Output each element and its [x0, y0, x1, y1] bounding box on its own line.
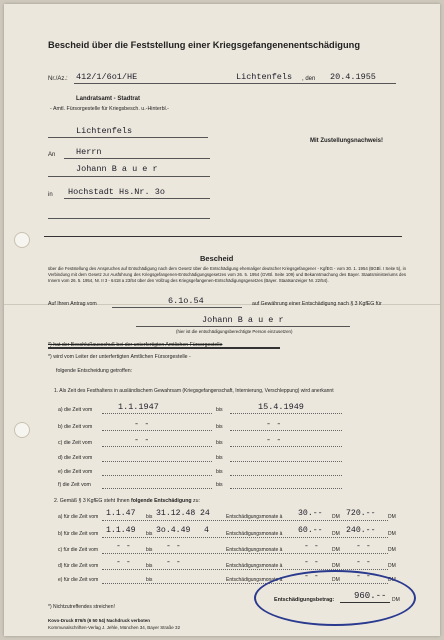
bis-label: bis	[216, 407, 223, 413]
place-value: Lichtenfels	[236, 72, 293, 82]
section1-row-label: a) die Zeit vom	[58, 407, 93, 413]
dotted-field	[230, 430, 342, 431]
dotted-field	[230, 488, 342, 489]
total-unit: DM	[392, 597, 400, 603]
bis-label: bis	[216, 482, 223, 488]
ref-underline	[74, 83, 234, 84]
decision-heading: Bescheid	[200, 254, 234, 263]
beneficiary-caption: (hier ist die entschädigungsberechtigte Person einzusetzen)	[176, 329, 293, 334]
ref-value: 412/1/6o1/HE	[76, 72, 138, 82]
section2-to: 3o.4.49	[156, 526, 191, 535]
section1-row-label: b) die Zeit vom	[58, 424, 93, 430]
address-line-3	[64, 198, 210, 199]
months-label: Entschädigungsmonate à	[226, 531, 283, 537]
total-label: Entschädigungsbetrag:	[274, 597, 335, 603]
months-label: Entschädigungsmonate à	[226, 577, 283, 583]
section2-amount: - -	[356, 558, 371, 567]
bis-label: bis	[146, 577, 153, 583]
section2-row-label: e) für die Zeit vom	[58, 577, 99, 583]
section2-row-label: d) für die Zeit vom	[58, 563, 99, 569]
total-underline	[340, 602, 390, 603]
dotted-field	[102, 488, 212, 489]
section2-intro-bold: folgende Entschädigung	[131, 498, 192, 504]
print-line-1: Kovo-Druck 876/5 (6 50 54) Nachdruck verboten	[48, 618, 151, 623]
dm-label: DM	[388, 563, 396, 569]
bis-label: bis	[216, 440, 223, 446]
dotted-field	[102, 553, 388, 554]
section2-from: 1.1.47	[106, 509, 136, 518]
punch-hole-top	[14, 232, 30, 248]
section1-to: - -	[266, 419, 282, 429]
section1-row-label: d) die Zeit vom	[58, 455, 93, 461]
bis-label: bis	[146, 547, 153, 553]
section2-from: - -	[116, 558, 131, 567]
section1-from: 1.1.1947	[118, 402, 159, 412]
application-suffix: auf Gewährung einer Entschädigung nach § 3 KgfEG für	[252, 301, 382, 307]
total-value: 960.--	[354, 591, 387, 601]
bis-label: bis	[216, 424, 223, 430]
ref-label: Nr./Az.:	[48, 76, 68, 82]
footer-note: *) Nichtzutreffendes streichen!	[48, 604, 115, 610]
bis-label: bis	[146, 531, 153, 537]
section2-amount: 720.--	[346, 509, 376, 518]
dotted-field	[102, 413, 212, 414]
dotted-field	[102, 430, 212, 431]
leader-line: *) wird vom Leiter der unterfertigten Amtlichen Fürsorgestelle -	[48, 354, 191, 360]
dm-label: DM	[388, 577, 396, 583]
address-line-4	[48, 218, 210, 219]
authority-name: Landratsamt - Stadtrat	[76, 96, 141, 102]
months-label: Entschädigungsmonate à	[226, 563, 283, 569]
section2-row-label: a) für die Zeit vom	[58, 514, 99, 520]
bis-label: bis	[146, 514, 153, 520]
punch-hole-bottom	[14, 422, 30, 438]
section2-amount: 240.--	[346, 526, 376, 535]
months-label: Entschädigungsmonate à	[226, 514, 283, 520]
section1-row-label: c) die Zeit vom	[58, 440, 93, 446]
section2-rate: 30.--	[298, 509, 323, 518]
dm-label: DM	[388, 547, 396, 553]
struck-committee-line: *) hat der Beschlußausschuß bei der unterfertigten Amtlichen Fürsorgestelle	[48, 342, 223, 348]
section1-to: 15.4.1949	[258, 402, 304, 412]
dm-label: DM	[332, 514, 340, 520]
dm-label: DM	[332, 547, 340, 553]
address-salutation: Herrn	[76, 147, 102, 157]
section1-row-label: f) die Zeit vom	[58, 482, 91, 488]
dm-label: DM	[388, 531, 396, 537]
dotted-field	[102, 475, 212, 476]
legal-basis-text: über die Feststellung des Anspruches auf Entschädigung nach dem Gesetz über die Entschädigung ehemaliger deutscher Kriegsgefangener - KgfEG - vom 30. 1. 1954 (BGBl. I Seite 5), in Verbindung mit dem Gesetz zur Ausführung des Kriegsgefangenen-Entschädigungsgesetzes vom 26. 5. 1954 (GVBl. Seite 109) und Bekanntmachung des Bayer. Staatsministeriums des Innern vom 26. 5. 1954, Nr. II 3 - 6418 a 23/54 über den Vollzug des Kriegsgefangenen-Entschädigungsgesetzes (Bayer. Staatsanzeiger Nr. 22/54).	[48, 266, 406, 284]
section2-intro-suffix: zu:	[193, 498, 200, 504]
dotted-field	[102, 537, 388, 538]
months-label: Entschädigungsmonate à	[226, 547, 283, 553]
address-in-label: in	[48, 192, 53, 198]
section2-from: - -	[116, 542, 131, 551]
authority-underline	[48, 137, 208, 138]
dm-label: DM	[388, 514, 396, 520]
application-date: 6.1o.54	[168, 296, 204, 306]
dotted-field	[230, 413, 342, 414]
address-line-2	[48, 176, 210, 177]
dotted-field	[102, 520, 388, 521]
document-title: Bescheid über die Feststellung einer Kriegsgefangenenentschädigung	[48, 40, 361, 50]
beneficiary-underline	[136, 326, 350, 327]
header-separator	[44, 236, 402, 237]
beneficiary-name: Johann B a u e r	[202, 315, 284, 325]
authority-office: - Amtl. Fürsorgestelle für Kriegsbesch. u.-Hinterbl.-	[50, 106, 169, 112]
dotted-field	[102, 446, 212, 447]
dm-label: DM	[332, 531, 340, 537]
section2-rate: - -	[304, 558, 319, 567]
dotted-field	[102, 461, 212, 462]
section2-intro-prefix: 2. Gemäß § 3 KgfEG steht Ihnen	[54, 498, 130, 504]
delivery-note: Mit Zustellungsnachweis!	[310, 138, 384, 144]
section2-from: 1.1.49	[106, 526, 136, 535]
dm-label: DM	[332, 563, 340, 569]
bis-label: bis	[216, 455, 223, 461]
section2-months: 24	[200, 509, 210, 518]
section2-row-label: b) für die Zeit vom	[58, 531, 99, 537]
section2-to: 31.12.48	[156, 509, 196, 518]
application-date-underline	[112, 307, 242, 308]
strike-through-bar	[48, 347, 280, 349]
section2-rate: - -	[304, 572, 319, 581]
date-value: 20.4.1955	[330, 72, 376, 82]
dm-label: DM	[332, 577, 340, 583]
application-prefix: Auf Ihren Antrag vom	[48, 301, 97, 307]
section2-amount: - -	[356, 542, 371, 551]
bis-label: bis	[216, 469, 223, 475]
address-line-1	[64, 158, 210, 159]
date-label: , den	[302, 76, 316, 82]
section2-to: - -	[166, 558, 181, 567]
section1-intro: 1. Als Zeit des Festhaltens in ausländischem Gewahrsam (Kriegsgefangenschaft, Internierung, Verschleppung) wird anerkannt	[54, 388, 334, 394]
dotted-field	[230, 446, 342, 447]
section2-intro	[54, 498, 200, 504]
section2-row-label: c) für die Zeit vom	[58, 547, 99, 553]
section1-from: - -	[134, 419, 150, 429]
section2-to: - -	[166, 542, 181, 551]
address-an-label: An	[48, 152, 56, 158]
decision-following: folgende Entscheidung getroffen:	[56, 368, 133, 374]
authority-place: Lichtenfels	[76, 126, 133, 136]
section2-amount: - -	[356, 572, 371, 581]
bis-label: bis	[146, 563, 153, 569]
section2-rate: - -	[304, 542, 319, 551]
address-name: Johann B a u e r	[76, 164, 158, 174]
dotted-field	[230, 475, 342, 476]
print-line-2: Kommunalschriften-Verlag J. Jehle, München 34, Bayer Straße 32	[48, 625, 181, 630]
address-street: Hochstadt Hs.Nr. 3o	[68, 187, 165, 197]
section1-to: - -	[266, 435, 282, 445]
date-underline	[234, 83, 396, 84]
document-page	[4, 4, 440, 636]
section1-from: - -	[134, 435, 150, 445]
section2-months: 4	[204, 526, 209, 535]
section1-row-label: e) die Zeit vom	[58, 469, 93, 475]
section2-rate: 60.--	[298, 526, 323, 535]
dotted-field	[230, 461, 342, 462]
